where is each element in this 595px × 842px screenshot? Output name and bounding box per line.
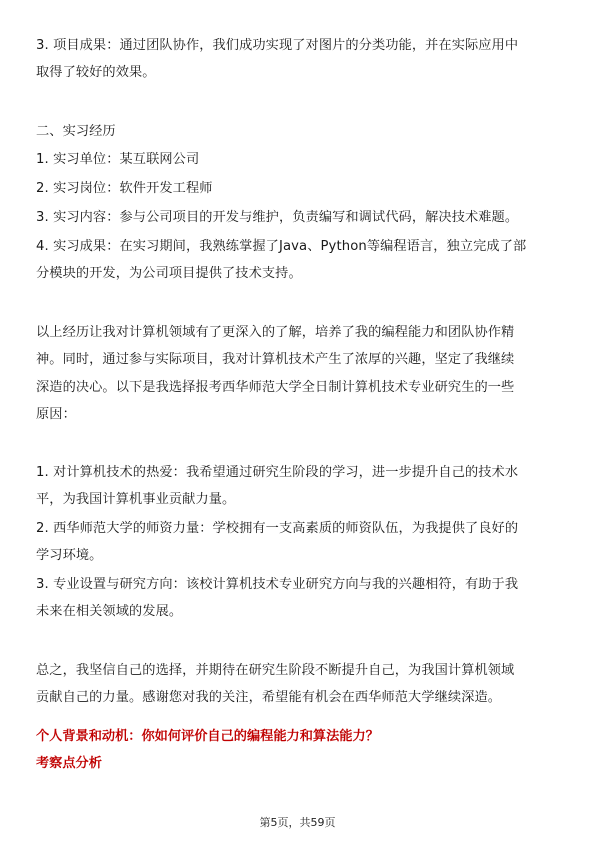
body-line: 1. 对计算机技术的热爱：我希望通过研究生阶段的学习，进一步提升自己的技术水 (36, 465, 519, 480)
body-line: 未来在相关领域的发展。 (36, 604, 183, 619)
body-line: 分模块的开发，为公司项目提供了技术支持。 (36, 266, 302, 281)
page-footer: 第5页，共59页 (259, 816, 336, 829)
body-line: 取得了较好的效果。 (36, 65, 156, 80)
body-line: 2. 西华师范大学的师资力量：学校拥有一支高素质的师资队伍，为我提供了良好的 (36, 521, 519, 536)
body-line: 神。同时，通过参与实际项目，我对计算机技术产生了浓厚的兴趣，坚定了我继续 (36, 352, 515, 367)
body-line: 总之，我坚信自己的选择，并期待在研究生阶段不断提升自己，为我国计算机领域 (36, 663, 515, 678)
body-line: 3. 实习内容：参与公司项目的开发与维护，负责编写和调试代码，解决技术难题。 (36, 210, 519, 225)
body-line: 3. 专业设置与研究方向：该校计算机技术专业研究方向与我的兴趣相符，有助于我 (36, 577, 519, 592)
analysis-heading: 考察点分析 (36, 756, 102, 771)
body-line: 4. 实习成果：在实习期间，我熟练掌握了Java、Python等编程语言，独立完成了部 (36, 239, 527, 254)
body-line: 以上经历让我对计算机领域有了更深入的了解，培养了我的编程能力和团队协作精 (36, 325, 515, 340)
body-line: 1. 实习单位：某互联网公司 (36, 152, 200, 167)
body-line: 贡献自己的力量。感谢您对我的关注，希望能有机会在西华师范大学继续深造。 (36, 690, 502, 705)
body-line: 平，为我国计算机事业贡献力量。 (36, 492, 236, 507)
question-heading: 个人背景和动机：你如何评价自己的编程能力和算法能力？ (36, 729, 379, 744)
section-heading-internship: 二、实习经历 (36, 124, 116, 139)
body-line: 学习环境。 (36, 548, 103, 563)
body-line: 2. 实习岗位：软件开发工程师 (36, 181, 213, 196)
body-line: 深造的决心。以下是我选择报考西华师范大学全日制计算机技术专业研究生的一些 (36, 380, 515, 395)
body-line: 原因： (36, 407, 76, 422)
body-line: 3. 项目成果：通过团队协作，我们成功实现了对图片的分类功能，并在实际应用中 (36, 38, 519, 53)
